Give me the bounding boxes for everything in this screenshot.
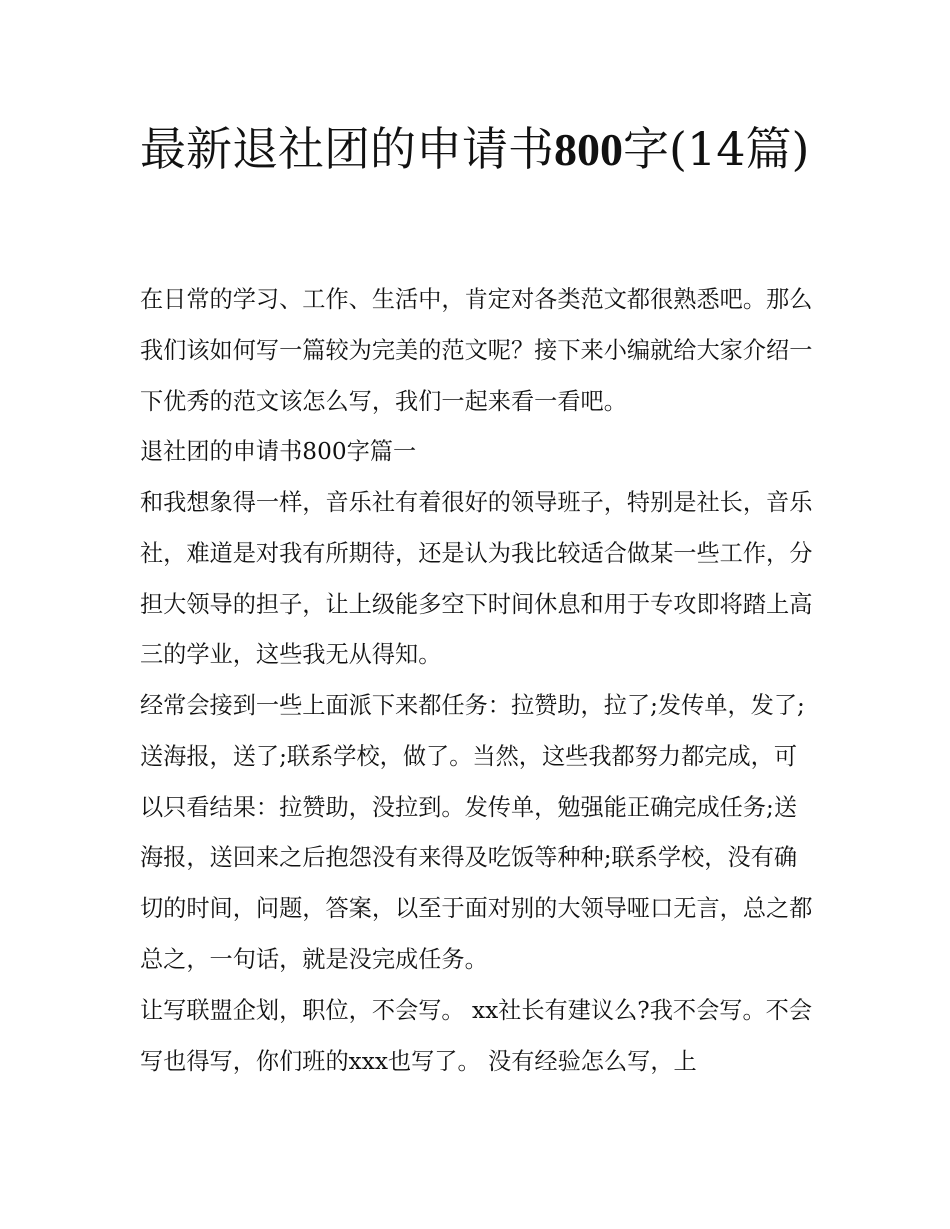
document-title: [140, 112, 820, 187]
title-number: 800: [554, 124, 623, 175]
title-main: 最新退社团的申请书: [140, 122, 554, 176]
intro-paragraph: 在日常的学习、工作、生活中，肯定对各类范文都很熟悉吧。那么我们该如何写一篇较为完美的范文呢？接下来小编就给大家介绍一下优秀的范文该怎么写，我们一起来看一看吧。: [140, 286, 813, 415]
body-paragraph: 经常会接到一些上面派下来都任务：拉赞助，拉了;发传单，发了;送海报，送了;联系学校，做了。当然，这些我都努力都完成，可以只看结果：拉赞助，没拉到。发传单，勉强能正确完成任务;送海报，送回来之后抱怨没有来得及吃饭等种种;联系学校，没有确切的时间，问题，答案，以至于面对别的大领导哑口无言，总之都总之，一句话，就是没完成任务。: [140, 692, 813, 973]
title-rest: 字(14篇): [623, 122, 810, 176]
section-heading: 退社团的申请书800字篇一: [140, 438, 417, 465]
body-paragraph: 让写联盟企划，职位，不会写。 xx社长有建议么?我不会写。不会写也得写，你们班的xxx也写了。 没有经验怎么写，上: [140, 997, 813, 1075]
body-paragraph: 和我想象得一样，音乐社有着很好的领导班子，特别是社长，音乐社，难道是对我有所期待，还是认为我比较适合做某一些工作，分担大领导的担子，让上级能多空下时间休息和用于专攻即将踏上高三的学业，这些我无从得知。: [140, 489, 813, 669]
